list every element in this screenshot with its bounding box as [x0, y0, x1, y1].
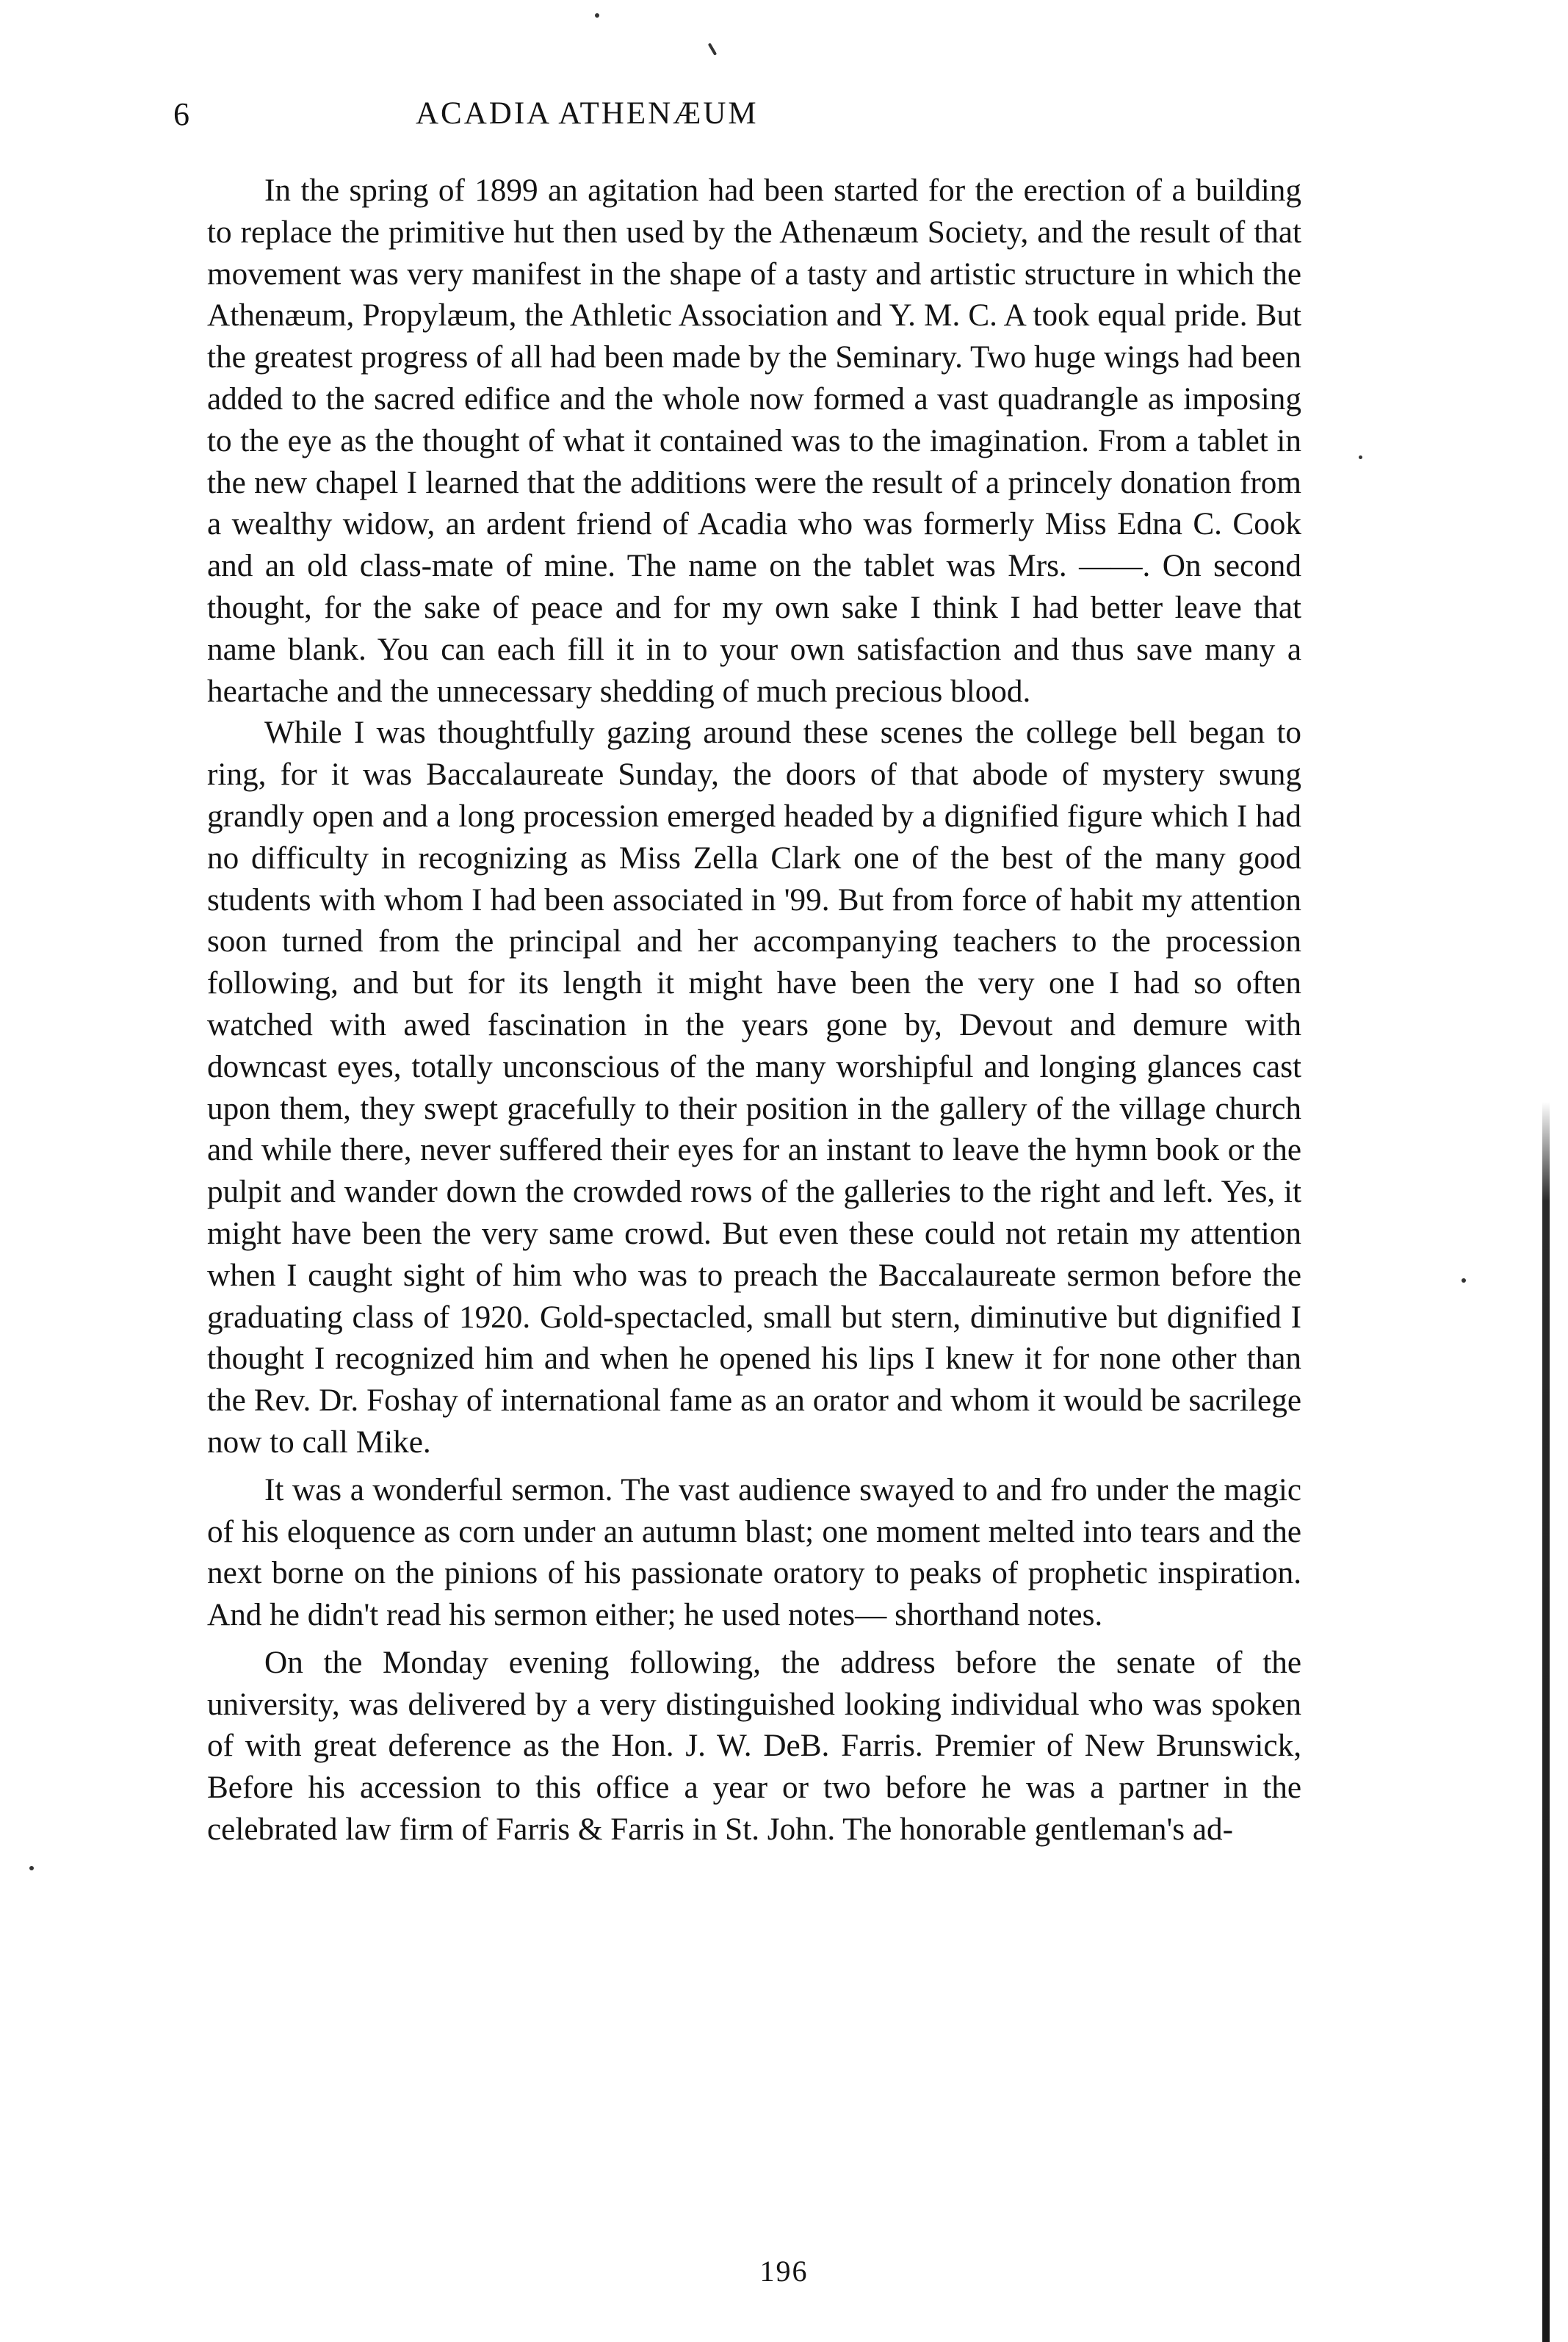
scan-speck	[29, 1866, 34, 1870]
paragraph-2: While I was thoughtfully gazing around these scenes the college bell began to ring, for it was Baccalaureate Sunday, the doors of that abode of mystery swung grandly open and a long procession emerged headed by a dignified figure which I had no difficulty in recognizing as Miss Zella Clark one of the best of the many good students with whom I had been associated in '99. But from force of habit my attention soon turned from the principal and her accompanying teachers to the procession following, and but for its length it might have been the very one I had so often watched with awed fascination in the years gone by, Devout and demure with downcast eyes, totally unconscious of the many worshipful and longing glances cast upon them, they swept gracefully to their position in the gallery of the village church and while there, never suffered their eyes for an instant to leave the hymn book or the pulpit and wander down the crowded rows of the galleries to the right and left. Yes, it might have been the very same crowd. But even these could not retain my attention when I caught sight of him who was to preach the Baccalaureate sermon before the graduating class of 1920. Gold-spectacled, small but stern, diminutive but dignified I thought I recognized him and when he opened his lips I knew it for none other than the Rev. Dr. Foshay of international fame as an orator and whom it would be sacrilege now to call Mike.	[207, 716, 1301, 1460]
paragraph-1: In the spring of 1899 an agitation had been started for the erection of a building to replace the primitive hut then used by the Athenæum Society, and the result of that movement was very manifest in the shape of a tasty and artistic structure in which the Athenæum, Propylæum, the Athletic Association and Y. M. C. A took equal pride. But the greatest progress of all had been made by the Seminary. Two huge wings had been added to the sacred edifice and the whole now formed a vast quadrangle as imposing to the eye as the thought of what it contained was to the imagination. From a tablet in the new chapel I learned that the additions were the result of a princely donation from a wealthy widow, an ardent friend of Acadia who was formerly Miss Edna C. Cook and an old class-mate of mine. The name on the tablet was Mrs. ——. On second thought, for the sake of peace and for my own sake I think I had better leave that name blank. You can each fill it in to your own satisfaction and thus save many a heartache and the unnecessary shedding of much precious blood.	[207, 173, 1301, 709]
page-edge-shadow	[1542, 1102, 1550, 2342]
page-header	[173, 88, 1319, 147]
scan-speck	[1359, 455, 1362, 459]
folio-number: 196	[759, 2255, 809, 2288]
paragraph-3: It was a wonderful sermon. The vast audience swayed to and fro under the magic of his eloquence as corn under an autumn blast; one moment melted into tears and the next borne on the pinions of his passionate oratory to peaks of prophetic inspiration. And he didn't read his sermon either; he used notes— shorthand notes.	[207, 1472, 1301, 1633]
running-head: ACADIA ATHENÆUM	[416, 96, 759, 131]
body-text	[207, 170, 1301, 1851]
scan-speck	[595, 13, 599, 18]
page-number: 6	[173, 96, 190, 132]
scan-speck	[708, 43, 717, 56]
scan-speck	[1462, 1278, 1466, 1283]
paragraph-4: On the Monday evening following, the address before the senate of the university, was delivered by a very distinguished looking individual who was spoken of with great deference as the Hon. J. W. DeB. Farris. Premier of New Brunswick, Before his accession to this office a year or two before he was a partner in the celebrated law firm of Farris & Farris in St. John. The honorable gentleman's ad-	[207, 1645, 1301, 1848]
